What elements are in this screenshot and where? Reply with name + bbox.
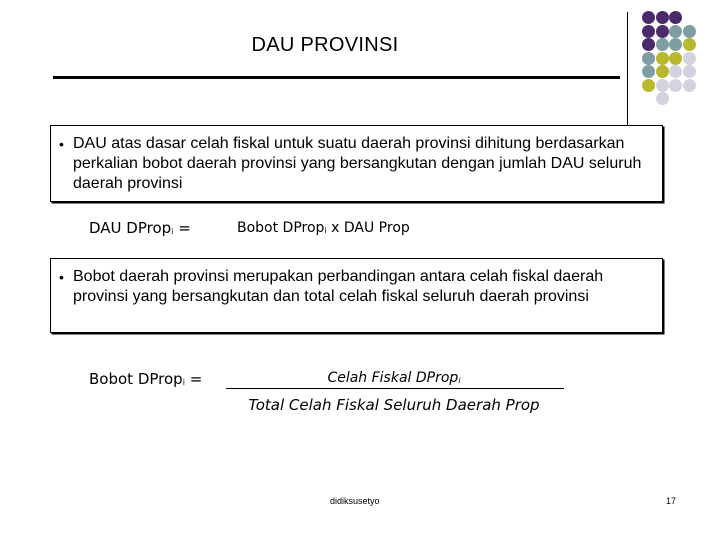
vertical-divider bbox=[627, 12, 628, 130]
bullet-box-weight-definition bbox=[50, 258, 663, 333]
formula1-rhs-dau: x DAU Prop bbox=[331, 220, 410, 236]
bullet-marker: • bbox=[59, 269, 64, 285]
decorative-dot bbox=[669, 11, 682, 24]
bullet-text-weight-definition: Bobot daerah provinsi merupakan perbandingan antara celah fiskal daerah provinsi yang bersangkutan dan total celah fiskal seluruh daerah provinsi bbox=[73, 268, 604, 305]
decorative-dot bbox=[669, 38, 682, 51]
decorative-dot bbox=[683, 52, 696, 65]
bullet-box-dau-definition bbox=[50, 125, 663, 202]
decorative-dot bbox=[642, 11, 655, 24]
decorative-dot bbox=[642, 79, 655, 92]
decorative-dot bbox=[656, 38, 669, 51]
title-underline bbox=[53, 76, 620, 79]
page-number: 17 bbox=[666, 496, 677, 506]
decorative-dot bbox=[683, 25, 696, 38]
formula2-numerator-subscript: i bbox=[458, 376, 461, 385]
formula2-equals: = bbox=[189, 370, 203, 388]
formula2-numerator bbox=[226, 370, 562, 386]
footer-author: didiksusetyo bbox=[330, 496, 380, 506]
decorative-dot bbox=[656, 92, 669, 105]
formula1-equals: = bbox=[178, 219, 191, 237]
formula1-rhs bbox=[237, 220, 410, 236]
formula2-denominator: Total Celah Fiskal Seluruh Daerah Prop bbox=[248, 396, 540, 414]
formula1-lhs-subscript: i bbox=[171, 227, 174, 236]
decorative-dot bbox=[669, 52, 682, 65]
decorative-dot bbox=[642, 38, 655, 51]
decorative-dot-grid bbox=[0, 0, 720, 130]
formula1-lhs-text: DAU DProp bbox=[89, 219, 172, 237]
formula2-lhs-subscript: i bbox=[182, 378, 185, 387]
bullet-marker: • bbox=[59, 136, 64, 152]
slide-title: DAU PROVINSI bbox=[251, 34, 399, 56]
decorative-dot bbox=[683, 79, 696, 92]
decorative-dot bbox=[656, 25, 669, 38]
decorative-dot bbox=[683, 65, 696, 78]
decorative-dot bbox=[669, 65, 682, 78]
formula1-lhs bbox=[89, 219, 191, 237]
decorative-dot bbox=[656, 52, 669, 65]
fraction-bar bbox=[226, 388, 564, 389]
bullet-text-dau-definition: DAU atas dasar celah fiskal untuk suatu daerah provinsi dihitung berdasarkan perkalian bobot daerah provinsi yang bersangkutan dengan jumlah DAU seluruh daerah provinsi bbox=[73, 135, 642, 192]
decorative-dot bbox=[642, 65, 655, 78]
formula1-rhs-subscript: i bbox=[324, 226, 327, 235]
decorative-dot bbox=[683, 38, 696, 51]
decorative-dot bbox=[669, 79, 682, 92]
formula2-numerator-text: Celah Fiskal DProp bbox=[327, 370, 459, 386]
decorative-dot bbox=[642, 52, 655, 65]
decorative-dot bbox=[656, 79, 669, 92]
formula1-rhs-weight: Bobot DProp bbox=[237, 220, 325, 236]
formula2-lhs-text: Bobot DProp bbox=[89, 370, 183, 388]
decorative-dot bbox=[669, 25, 682, 38]
formula2-lhs bbox=[89, 370, 202, 388]
decorative-dot bbox=[656, 11, 669, 24]
decorative-dot bbox=[642, 25, 655, 38]
decorative-dot bbox=[656, 65, 669, 78]
